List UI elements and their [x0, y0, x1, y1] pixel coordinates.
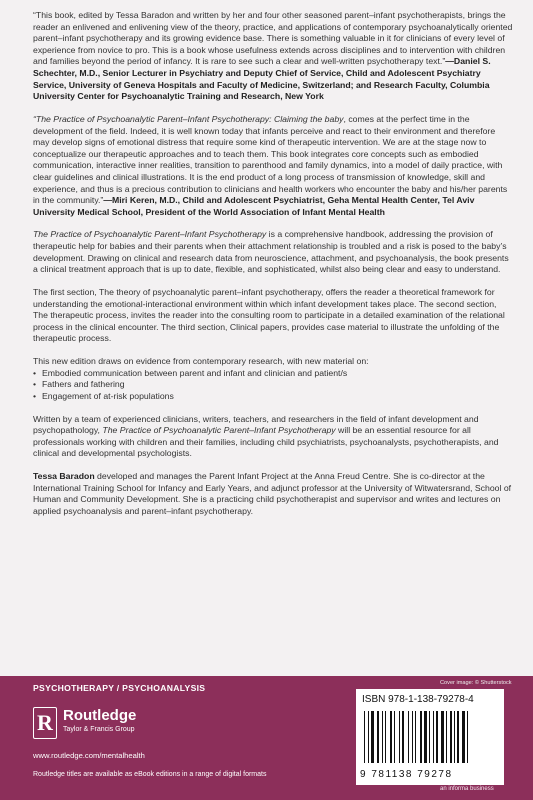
review-2-quote: , comes at the perfect time in the development of the field. Indeed, it is well known today that infants perceive and react to their environment and therefore may develop signs of emotional distress that require some kind of therapeutic intervention. We are at the stage now to conceptualize our therapeutic approaches and to teach them. This book integrates core concepts such as embodied communication, interactive inner realities, transition to parenthood and family dynamics, into a model of daily practice, with clear guidelines and clinical illustrations. It is the end product of a long process of transmission of knowledge, skill and experience, and thus is a precious contribution to clinicians and health workers who encounter the baby and his/her parents in the community.”	[33, 113, 508, 206]
barcode-stripe	[402, 711, 404, 763]
audience-text-before: Written by a team of experienced clinicians, writers, teachers, and researchers in the field of infant development and psychopathology,	[33, 413, 479, 436]
barcode-stripe	[433, 711, 434, 763]
audience-paragraph	[33, 414, 513, 460]
barcode-stripe	[390, 711, 392, 763]
barcode-stripe	[408, 711, 409, 763]
barcode-stripe	[415, 711, 416, 763]
barcode-stripe	[377, 711, 379, 763]
review-2-book-title: “The Practice of Psychoanalytic Parent–Infant Psychotherapy: Claiming the baby	[33, 113, 344, 124]
barcode-stripe	[371, 711, 374, 763]
description-book-title: The Practice of Psychoanalytic Parent–Infant Psychotherapy	[33, 229, 267, 240]
barcode-stripe	[424, 711, 427, 763]
barcode-stripe	[457, 711, 459, 763]
logo-mark-letter: R	[37, 710, 53, 735]
description	[33, 229, 513, 275]
isbn-label: ISBN 978-1-138-79278-4	[362, 694, 474, 705]
barcode-stripe	[385, 711, 386, 763]
publisher-group: Taylor & Francis Group	[63, 726, 135, 733]
review-1	[33, 10, 513, 103]
barcode-stripe	[420, 711, 422, 763]
barcode-stripe	[462, 711, 465, 763]
sections-paragraph: The first section, The theory of psychoanalytic parent–infant psychotherapy, offers the reader a theoretical framework for understanding the emotional-interactional environment within which infant development takes place. The second section, The therapeutic process, invites the reader into the consulting room to participate in a detailed examination of the relational process in the clinical encounter. The third section, Clinical papers, provides case material to illustrate the unfolding of the therapeutic process.	[33, 287, 505, 344]
barcode-stripe	[436, 711, 438, 763]
review-1-quote: “This book, edited by Tessa Baradon and written by her and four other seasoned parent–infant psychotherapists, brings the reader an enlivened and enlivening view of the theory, practice, and applications of contemporary psychoanalytically oriented parent–infant psychotherapy and its growing evidence base. There is something valuable in it for clinicians of every level of experience from novice to pro. This is a book whose usefulness extends across disciplines and to intervention with children and families beyond the period of infancy. It is rare to see such a clear and well-written psychotherapy text.”	[33, 10, 513, 67]
barcode-stripe	[454, 711, 455, 763]
audience-book-title: The Practice of Psychoanalytic Parent–Infant Psychotherapy	[102, 425, 336, 436]
barcode-stripe	[446, 711, 447, 763]
description-text: is a comprehensive handbook, addressing the provision of therapeutic help for babies and their parents when their attachment relationship is troubled and a risk is posed to the baby’s development. Drawing on clinical and research data from neuroscience, attachment, and psychoanalysis, the book presents a clinical treatment approach that is up to date, flexible, and sophisticated, whilst also being clear and easy to understand.	[33, 229, 509, 275]
routledge-r-icon	[33, 707, 57, 739]
review-1-author: —Daniel S. Schechter, M.D., Senior Lecturer in Psychiatry and Deputy Chief of Service, Child and Adolescent Psychiatry Service, University of Geneva Hospitals and Faculty of Medicine, Switzerland; and Research Faculty, Columbia University Center for Psychoanalytic Training and Research, New York	[33, 56, 491, 102]
barcode-stripe	[429, 711, 430, 763]
barcode-stripe	[467, 711, 468, 763]
barcode	[356, 689, 504, 785]
list-item: • Embodied communication between parent and infant and clinician and patient/s	[33, 368, 513, 380]
barcode-stripe	[441, 711, 444, 763]
author-bio-text: developed and manages the Parent Infant Project at the Anna Freud Centre. She is co-director at the International Training School for Infancy and Early Years, and adjunct professor at the University of Witwatersrand, School of Human and Community Development. She is a practicing child psychotherapist and supervisor and writes and lectures on applied psychoanalysis and parent–infant psychotherapy.	[33, 471, 512, 516]
barcode-stripe	[368, 711, 369, 763]
review-2	[33, 114, 513, 218]
barcode-stripe	[412, 711, 413, 763]
barcode-stripe	[364, 711, 365, 763]
cover-credit: Cover image: © Shutterstock	[440, 680, 512, 686]
author-bio	[33, 471, 513, 517]
publisher-logo	[33, 705, 153, 745]
barcode-stripe	[399, 711, 400, 763]
category-label: PSYCHOTHERAPY / PSYCHOANALYSIS	[33, 683, 206, 693]
barcode-bars	[364, 711, 496, 767]
author-name: Tessa Baradon	[33, 471, 95, 482]
barcode-stripe	[394, 711, 395, 763]
informa-tagline: an informa business	[440, 786, 494, 792]
publisher-name: Routledge	[63, 707, 137, 724]
new-edition-list	[33, 368, 513, 403]
publisher-band	[0, 676, 533, 800]
barcode-stripe	[450, 711, 452, 763]
list-item: • Engagement of at-risk populations	[33, 391, 513, 403]
new-edition-intro: This new edition draws on evidence from contemporary research, with new material on:	[33, 356, 369, 367]
cover-text	[33, 10, 513, 529]
barcode-digits: 9 781138 79278	[360, 769, 453, 780]
barcode-stripe	[382, 711, 383, 763]
review-2-author: —Miri Keren, M.D., Child and Adolescent Psychiatrist, Geha Mental Health Center, Tel Aviv University Medical School, President of the World Association of Infant Mental Health	[33, 195, 475, 217]
ebook-note: Routledge titles are available as eBook editions in a range of digital formats	[33, 771, 267, 778]
audience-text-after: will be an essential resource for all professionals working with children and their families, including child psychiatrists, psychoanalysts, psychotherapists, and clinical and developmental psychologists.	[33, 425, 499, 459]
publisher-url[interactable]: www.routledge.com/mentalhealth	[33, 751, 145, 760]
list-item: • Fathers and fathering	[33, 379, 513, 391]
